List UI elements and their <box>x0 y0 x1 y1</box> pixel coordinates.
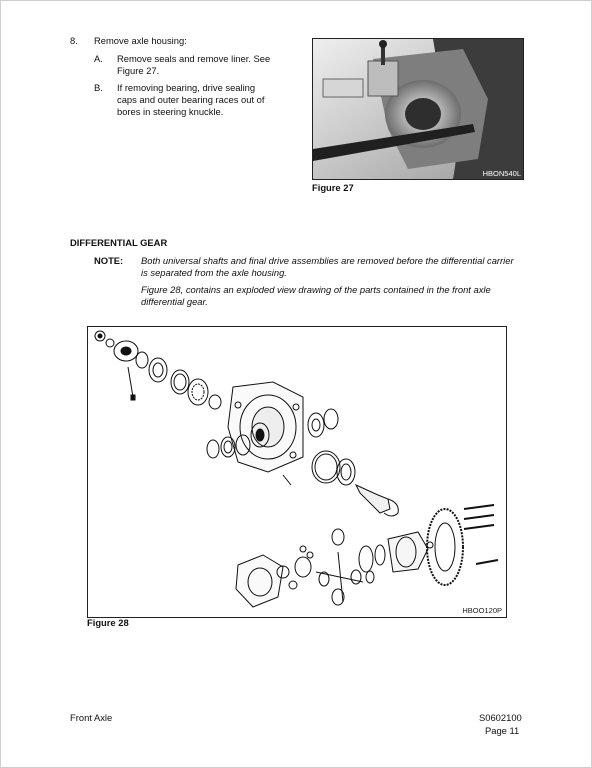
figure-27-code: HBON540L <box>482 169 521 178</box>
section-heading: DIFFERENTIAL GEAR <box>70 237 168 248</box>
figure-28-drawing-art <box>88 327 506 617</box>
step-number: 8. <box>70 35 78 46</box>
figure-28-description <box>141 284 523 307</box>
figure-27-photo-art <box>313 39 523 179</box>
substep-a-text <box>117 53 277 77</box>
substep-a-line-1: Remove seals and remove liner. See <box>117 53 271 64</box>
footer-page-number: Page 11 <box>485 725 520 736</box>
note-line-1: Both universal shafts and final drive assemblies are removed before the differential carrier <box>141 255 514 266</box>
substep-b-line-3: bores in steering knuckle. <box>117 106 224 117</box>
substep-b-line-2: caps and outer bearing races out of <box>117 94 265 105</box>
substep-b-line-1: If removing bearing, drive sealing <box>117 82 256 93</box>
substep-b-letter: B. <box>94 82 103 93</box>
note-line-2: is separated from the axle housing. <box>141 266 287 278</box>
substep-b-text <box>117 82 277 118</box>
substep-a-letter: A. <box>94 53 103 64</box>
description-line-2: differential gear. <box>141 295 208 307</box>
description-line-1: Figure 28, contains an exploded view drawing of the parts contained in the front axle <box>141 284 491 295</box>
note-label: NOTE: <box>94 255 124 266</box>
footer-doc-number: S0602100 <box>479 712 522 723</box>
step-title: Remove axle housing: <box>94 35 187 46</box>
figure-28-code: HBOO120P <box>462 606 502 615</box>
figure-28-caption: Figure 28 <box>87 617 129 628</box>
footer-section-name: Front Axle <box>70 712 113 723</box>
figure-27-photo <box>312 38 524 180</box>
figure-28-drawing <box>87 326 507 618</box>
note-text <box>141 255 523 278</box>
figure-27-caption: Figure 27 <box>312 182 354 193</box>
substep-a-line-2: Figure 27. <box>117 65 160 76</box>
